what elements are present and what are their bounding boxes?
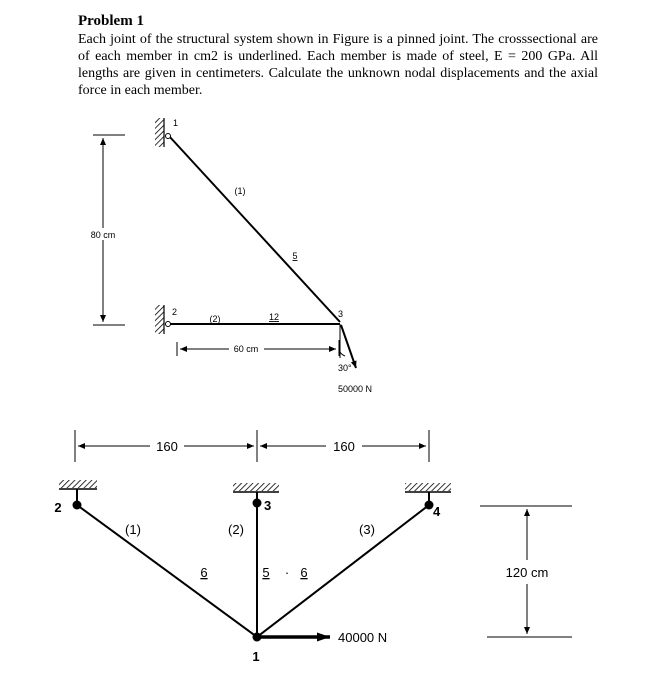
span-dim-label: 60 cm <box>233 344 259 354</box>
member-2-label: (2) <box>228 522 244 537</box>
wall-support-node-1 <box>155 118 164 147</box>
member-1-area: 6 <box>200 565 208 580</box>
joint-node-3 <box>253 499 262 508</box>
member-3 <box>257 505 429 637</box>
member-2-area: 5 <box>262 565 270 580</box>
joint-node-2 <box>73 501 82 510</box>
problem-title: Problem 1 <box>78 13 144 29</box>
support-hatch-node-2 <box>59 480 97 488</box>
problem-text: Each joint of the structural system shown in Figure is a pinned joint. The crosssectional are of each member in cm2 is underlined. Each member is made of steel, E = 200 GPa. All lengths are given in centimeters. Calculate the unknown nodal displacements and the axial force in each member. <box>78 32 598 98</box>
member-3-area: 6 <box>300 565 308 580</box>
support-hatch-node-3 <box>233 483 279 491</box>
pin-node-2 <box>166 322 171 327</box>
figure-2-truss <box>54 430 572 664</box>
member-1 <box>169 136 340 322</box>
member-1-area: 5 <box>292 251 298 261</box>
figure-1-truss <box>91 118 372 394</box>
load-value-label: 40000 N <box>338 630 388 645</box>
support-hatch-node-4 <box>405 483 451 491</box>
load-value-label: 50000 N <box>338 384 373 394</box>
member-2-label: (2) <box>209 314 221 324</box>
dim-left-label: 160 <box>156 439 178 454</box>
height-dim-label: 120 cm <box>505 565 549 580</box>
node-2-label: 2 <box>54 500 62 515</box>
pin-node-1 <box>166 134 171 139</box>
wall-support-node-2 <box>155 305 164 334</box>
member-1-label: (1) <box>234 186 246 196</box>
area-separator-dot: · <box>284 565 290 580</box>
member-3-label: (3) <box>359 522 375 537</box>
node-2-label: 2 <box>172 307 178 317</box>
member-2-area: 12 <box>268 312 280 322</box>
dim-right-label: 160 <box>333 439 355 454</box>
height-dim-label: 80 cm <box>90 230 116 240</box>
load-angle-label: 30° <box>338 363 352 373</box>
node-3-label: 3 <box>264 498 272 513</box>
member-1-label: (1) <box>125 522 141 537</box>
node-1-label: 1 <box>173 118 179 128</box>
node-1-label: 1 <box>252 649 260 664</box>
node-4-label: 4 <box>433 504 441 519</box>
node-3-label: 3 <box>338 309 344 319</box>
load-arrow-node-3 <box>341 325 356 368</box>
load-angle-arc <box>340 352 345 356</box>
